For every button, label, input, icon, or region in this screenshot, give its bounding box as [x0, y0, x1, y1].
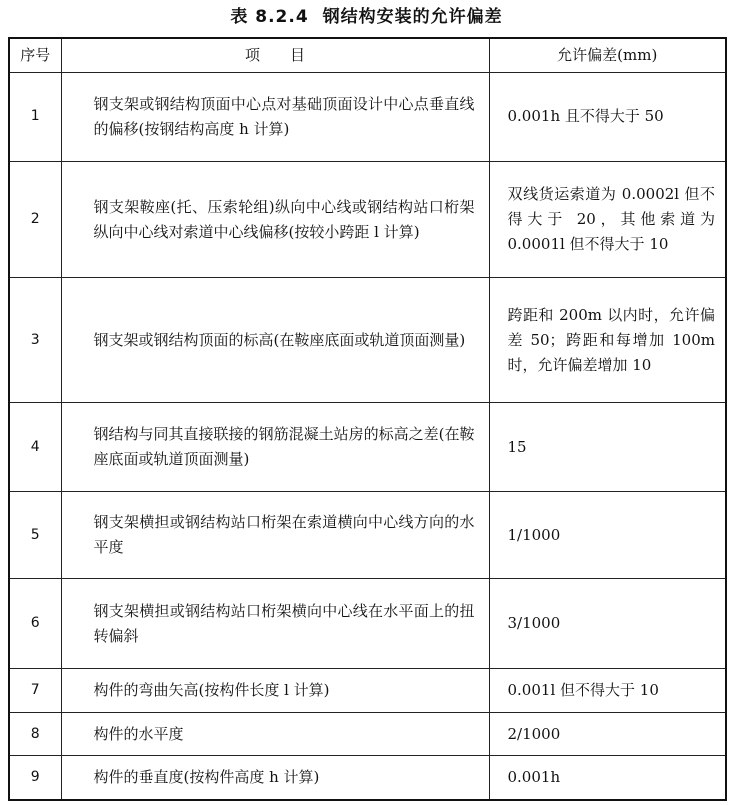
- row-item: 钢支架或钢结构顶面的标高(在鞍座底面或轨道顶面测量): [61, 278, 489, 403]
- table-row: [9, 713, 726, 756]
- row-item: 钢支架鞍座(托、压索轮组)纵向中心线或钢结构站口桁架纵向中心线对索道中心线偏移(按较小跨距 l 计算): [61, 161, 489, 278]
- table-caption: 钢结构安装的允许偏差: [322, 7, 503, 27]
- table-row: [9, 72, 726, 161]
- table-row: [9, 668, 726, 713]
- row-tolerance: 双线货运索道为 0.0002l 但不得大于 20，其他索道为 0.0001l 但不得大于 10: [489, 161, 726, 278]
- header-item: 项 目: [61, 38, 489, 72]
- row-number: 9: [9, 755, 61, 800]
- table-number: 表 8.2.4: [230, 7, 309, 27]
- row-number: 6: [9, 579, 61, 668]
- row-tolerance: 3/1000: [489, 579, 726, 668]
- header-tolerance: 允许偏差(mm): [489, 38, 726, 72]
- table-row: [9, 579, 726, 668]
- row-tolerance: 1/1000: [489, 492, 726, 579]
- row-item: 钢支架横担或钢结构站口桁架在索道横向中心线方向的水平度: [61, 492, 489, 579]
- table-row: [9, 755, 726, 800]
- row-item: 钢支架横担或钢结构站口桁架横向中心线在水平面上的扭转偏斜: [61, 579, 489, 668]
- row-number: 2: [9, 161, 61, 278]
- row-tolerance: 2/1000: [489, 713, 726, 756]
- row-tolerance: 0.001h 且不得大于 50: [489, 72, 726, 161]
- row-item: 钢支架或钢结构顶面中心点对基础顶面设计中心点垂直线的偏移(按钢结构高度 h 计算): [61, 72, 489, 161]
- row-tolerance: 0.001h: [489, 755, 726, 800]
- table-row: [9, 403, 726, 492]
- table-title: [0, 5, 733, 29]
- row-number: 3: [9, 278, 61, 403]
- table-row: [9, 492, 726, 579]
- row-number: 1: [9, 72, 61, 161]
- row-number: 5: [9, 492, 61, 579]
- table-row: [9, 161, 726, 278]
- row-item: 钢结构与同其直接联接的钢筋混凝土站房的标高之差(在鞍座底面或轨道顶面测量): [61, 403, 489, 492]
- row-number: 4: [9, 403, 61, 492]
- row-item: 构件的垂直度(按构件高度 h 计算): [61, 755, 489, 800]
- row-item: 构件的弯曲矢高(按构件长度 l 计算): [61, 668, 489, 713]
- tolerance-table: [8, 37, 727, 801]
- table-row: [9, 278, 726, 403]
- row-number: 7: [9, 668, 61, 713]
- header-row: [9, 38, 726, 72]
- row-tolerance: 15: [489, 403, 726, 492]
- header-seq: 序号: [9, 38, 61, 72]
- row-number: 8: [9, 713, 61, 756]
- row-tolerance: 跨距和 200m 以内时，允许偏差 50；跨距和每增加 100m 时，允许偏差增加 10: [489, 278, 726, 403]
- row-tolerance: 0.001l 但不得大于 10: [489, 668, 726, 713]
- row-item: 构件的水平度: [61, 713, 489, 756]
